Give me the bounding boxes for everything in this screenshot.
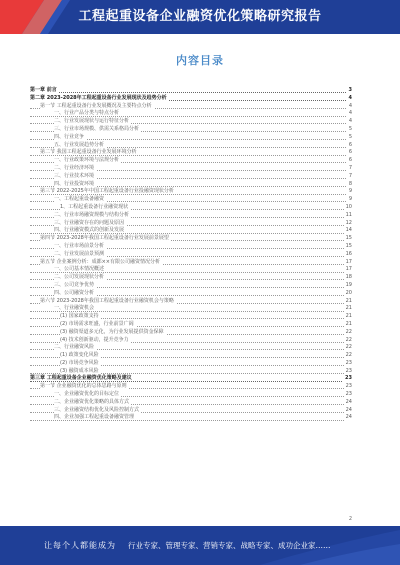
toc-entry-title: 一、企业融资优化的目标定位 [54, 391, 120, 398]
toc-entry-page: 21 [345, 305, 352, 312]
toc-entry-page: 5 [348, 125, 352, 132]
toc-entry-page: 24 [345, 406, 352, 413]
toc-entry[interactable] [30, 282, 352, 290]
toc-entry[interactable] [30, 212, 352, 220]
toc-entry-title: 二、行业经济环境 [54, 164, 95, 171]
toc-entry-page: 18 [345, 274, 352, 281]
report-title: 工程起重设备企业融资优化策略研究报告 [78, 9, 322, 24]
toc-entry-title: 四、公司融资分析 [54, 289, 95, 296]
toc-entry[interactable] [30, 165, 352, 173]
toc-entry-page: 11 [345, 211, 352, 218]
toc-entry-page: 20 [345, 289, 352, 296]
toc-entry-title: 一、行业市场前景分析 [54, 242, 105, 249]
toc-entry-title: (1) 政策变化风险 [60, 352, 99, 359]
toc-entry-page: 24 [345, 398, 352, 405]
toc-entry-title: 第一节 工程起重设备行业发展概况及主要特点分析 [40, 102, 152, 109]
toc-entry-page: 17 [345, 258, 352, 265]
toc-entry[interactable] [30, 235, 352, 243]
footer-slogan-lead: 让每个人都能成为 [44, 541, 116, 550]
toc-entry-title: 二、行业发展现状与运行特征分析 [54, 118, 130, 125]
footer-slogan-rest: 行业专家、管理专家、营销专家、战略专家、成功企业家…… [128, 541, 331, 550]
toc-entry-page: 15 [345, 242, 352, 249]
toc-entry[interactable] [30, 383, 352, 391]
toc-entry-page: 22 [345, 336, 352, 343]
toc-entry-title: 一、行业融资机会 [54, 305, 95, 312]
toc-entry[interactable] [30, 95, 352, 103]
toc-entry[interactable] [30, 173, 352, 181]
toc-entry-title: 三、公司竞争优势 [54, 281, 95, 288]
toc-entry[interactable] [30, 266, 352, 274]
toc-entry-title: 四、企业加强工程起重设备融资管理 [54, 414, 135, 421]
toc-entry[interactable] [30, 157, 352, 165]
toc-entry-page: 21 [345, 320, 352, 327]
toc-entry-title: 二、行业发展前景预测 [54, 250, 105, 257]
toc-entry-title: (1) 国家政策支持 [60, 313, 99, 320]
toc-entry-page: 23 [345, 359, 352, 366]
toc-entry-page: 21 [345, 313, 352, 320]
toc-entry-title: 二、公司发展现状分析 [54, 274, 105, 281]
toc-entry-page: 7 [348, 172, 352, 179]
toc-entry-title: 二、行业融资风险 [54, 344, 95, 351]
toc-entry-title: 第一章 前言 [30, 87, 57, 93]
toc-entry-page: 4 [348, 110, 352, 117]
toc-entry[interactable] [30, 305, 352, 313]
toc-entry-title: 一、工程起重设备融资 [54, 196, 105, 203]
header-banner [0, 0, 400, 34]
toc-entry[interactable] [30, 87, 352, 95]
toc-entry-title: 一、公司基本情况概述 [54, 266, 105, 273]
toc-entry-title: (2) 市场竞争风险 [60, 359, 99, 366]
toc-entry-title: 第一节 企业融资优化的总体思路与原则 [40, 383, 127, 390]
toc-entry[interactable] [30, 149, 352, 157]
toc-entry[interactable] [30, 352, 352, 360]
toc-entry-title: 四、行业融资模式的创新及发展 [54, 227, 125, 234]
toc-entry-page: 4 [348, 102, 352, 109]
toc-entry-page: 16 [345, 250, 352, 257]
toc-entry[interactable] [30, 329, 352, 337]
toc-entry[interactable] [30, 414, 352, 422]
toc-entry-page: 6 [348, 157, 352, 164]
toc-entry-page: 4 [348, 94, 352, 101]
toc-entry-title: 一、行业产品分类与特点分析 [54, 110, 120, 117]
toc-entry-title: (3) 融资成本风险 [60, 367, 99, 374]
toc-entry-title: 四、行业竞争 [54, 133, 85, 140]
toc-entry-title: 三、行业技术环境 [54, 172, 95, 179]
toc-entry-page: 9 [348, 196, 352, 203]
toc-entry-page: 7 [348, 164, 352, 171]
toc-entry-title: 五、行业发展趋势分析 [54, 141, 105, 148]
toc-entry[interactable] [30, 321, 352, 329]
toc-entry-page: 4 [348, 118, 352, 125]
toc-entry-page: 23 [345, 367, 352, 374]
toc-entry[interactable] [30, 313, 352, 321]
toc-entry[interactable] [30, 196, 352, 204]
toc-entry-title: 第二节 我国工程起重设备行业发展环境分析 [40, 149, 137, 156]
toc-entry[interactable] [30, 188, 352, 196]
toc-entry-page: 21 [345, 297, 352, 304]
toc-entry[interactable] [30, 360, 352, 368]
toc-entry[interactable] [30, 204, 352, 212]
toc-entry-title: 四、行业投资环境 [54, 180, 95, 187]
toc-entry-title: 三、行业融资存在的问题及原因 [54, 219, 125, 226]
toc-entry-page: 5 [348, 133, 352, 140]
toc-entry-page: 12 [345, 219, 352, 226]
toc-entry-page: 22 [345, 352, 352, 359]
toc-entry[interactable] [30, 274, 352, 282]
toc-entry-title: 三、行业市场规模、供需关系格局分析 [54, 125, 140, 132]
toc-entry-title: 第二章 2023-2028年工程起重设备行业发展现状及趋势分析 [30, 94, 167, 101]
toc-entry-title: 一、行业政策环境与法规分析 [54, 157, 120, 164]
toc-entry-title: 二、企业融资优化策略的具体方式 [54, 398, 130, 405]
toc-entry[interactable] [30, 391, 352, 399]
toc-entry-title: 第三节 2022-2025年中国工程起重设备行业投融资现状分析 [40, 188, 174, 195]
toc-entry[interactable] [30, 134, 352, 142]
toc-entry-title: 第三章 工程起重设备企业融资优化策略及建议 [30, 375, 132, 382]
toc-entry-page: 10 [345, 203, 352, 210]
toc-entry[interactable] [30, 243, 352, 251]
toc-entry-page: 22 [345, 344, 352, 351]
toc-entry-page: 23 [345, 383, 352, 390]
toc-entry-page: 23 [345, 391, 352, 398]
toc-entry[interactable] [30, 126, 352, 134]
toc-entry-page: 3 [348, 87, 352, 93]
toc-leader-dots [30, 92, 352, 93]
toc-entry[interactable] [30, 399, 352, 407]
toc-entry-title: (3) 融资渠道多元化，为行业发展提供资金保障 [60, 328, 164, 335]
table-of-contents [30, 87, 352, 422]
toc-entry-page: 6 [348, 141, 352, 148]
toc-entry-page: 6 [348, 149, 352, 156]
toc-entry[interactable] [30, 227, 352, 235]
toc-entry[interactable] [30, 344, 352, 352]
toc-entry-page: 8 [348, 180, 352, 187]
toc-entry-page: 22 [345, 328, 352, 335]
toc-entry-page: 24 [345, 414, 352, 421]
toc-entry-title: 1、工程起重设备行业融资现状 [60, 203, 129, 210]
toc-entry[interactable] [30, 290, 352, 298]
toc-entry-page: 23 [345, 375, 352, 382]
toc-entry-page: 9 [348, 188, 352, 195]
toc-entry-title: (4) 技术创新驱动，提升竞争力 [60, 336, 129, 343]
toc-heading: 内容目录 [176, 54, 224, 67]
footer-banner [0, 526, 400, 565]
toc-entry-title: (2) 市场需求旺盛，行业前景广阔 [60, 320, 134, 327]
toc-entry-title: 二、行业市场融资规模与结构分析 [54, 211, 130, 218]
toc-entry-title: 第六节 2023-2028年我国工程起重设备行业融资机会与策略 [40, 297, 174, 304]
toc-entry-title: 第四节 2023-2028年我国工程起重设备行业发展前景展望 [40, 235, 169, 242]
toc-entry-page: 17 [345, 266, 352, 273]
toc-entry[interactable] [30, 251, 352, 259]
toc-entry-page: 15 [345, 235, 352, 242]
toc-entry-title: 第五节 企业案例分析：成都××有限公司融资情况分析 [40, 258, 160, 265]
toc-entry[interactable] [30, 118, 352, 126]
toc-entry-title: 三、企业融资结构优化及风险控制方式 [54, 406, 140, 413]
toc-entry-page: 14 [345, 227, 352, 234]
toc-entry-page: 19 [345, 281, 352, 288]
page-number: 2 [348, 516, 352, 522]
